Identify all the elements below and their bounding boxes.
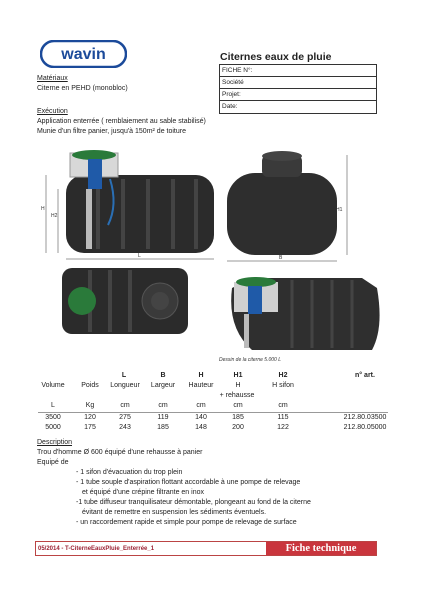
- spec-cell: 122: [277, 424, 289, 431]
- dim-h1: H1: [336, 207, 343, 213]
- spec-cell: 185: [232, 414, 244, 421]
- spec-unit: cm: [278, 402, 288, 409]
- execution-line: Munie d'un filtre panier, jusqu'à 150m² de toiture: [37, 128, 186, 135]
- description-item: - 1 tube souple d'aspiration flottant accordable à une pompe de relevage: [76, 479, 301, 486]
- spec-label: Hauteur: [188, 382, 214, 389]
- dim-h2: H2: [51, 213, 58, 219]
- execution-line: Application enterrée ( remblaiement au sable stabilisé): [37, 118, 206, 125]
- fiche-label: FICHE N°:: [222, 67, 253, 74]
- page-title: Citernes eaux de pluie: [220, 51, 332, 63]
- spec-label: H: [235, 382, 241, 389]
- dim-b: B: [279, 255, 283, 261]
- description-item: et équipé d'une crépine filtrante en inox: [82, 489, 204, 496]
- spec-letter-row: [30, 372, 390, 382]
- spec-label-row: [30, 382, 390, 392]
- spec-letter: L: [121, 372, 127, 379]
- description: [37, 438, 377, 528]
- materials-heading: Matériaux: [37, 75, 68, 82]
- fiche-label: Date:: [222, 103, 238, 110]
- tank-cutaway-view: [222, 268, 387, 356]
- dim-h: H: [41, 206, 45, 212]
- spec-data-row: [30, 414, 390, 424]
- spec-data-row: [30, 424, 390, 434]
- dim-l: L: [138, 253, 141, 259]
- spec-cell: 175: [84, 424, 96, 431]
- spec-unit: Kg: [85, 402, 95, 409]
- spec-letter: H2: [278, 372, 288, 379]
- description-item: évitant de remettre en suspension les sédiments éventuels.: [82, 509, 267, 516]
- spec-unit: cm: [196, 402, 206, 409]
- spec-cell: 275: [119, 414, 131, 421]
- fiche-label: Projet:: [222, 91, 241, 98]
- spec-table: [30, 372, 390, 434]
- tank-side-view: [38, 145, 218, 263]
- description-line: Equipé de: [37, 459, 69, 466]
- fiche-row[interactable]: [220, 65, 376, 77]
- spec-cell-art: 212.80.05000: [343, 424, 387, 431]
- spec-cell: 119: [157, 414, 169, 421]
- spec-cell: 115: [277, 414, 289, 421]
- spec-label: Volume: [41, 382, 65, 389]
- spec-label: Longueur: [110, 382, 140, 389]
- fiche-row[interactable]: [220, 77, 376, 89]
- footer-code: 05/2014 - T-CiterneEauxPluie_Enterrée_1: [38, 546, 155, 552]
- fiche-row[interactable]: [220, 89, 376, 101]
- spec-extra-row: [30, 392, 390, 402]
- description-heading: Description: [37, 439, 73, 446]
- fiche-technique-badge: Fiche technique: [266, 542, 376, 555]
- spec-unit: cm: [158, 402, 168, 409]
- footer: [35, 541, 377, 556]
- materials-text: Citerne en PEHD (monobloc): [37, 85, 128, 92]
- description-item: - 1 sifon d'évacuation du trop plein: [76, 469, 183, 476]
- spec-letter: H1: [233, 372, 243, 379]
- description-item: -1 tube diffuseur tranquilisateur démontable, plongeant au fond de la citerne: [76, 499, 311, 506]
- spec-h1-extra: + rehausse: [219, 392, 255, 399]
- tank-top-view: [60, 266, 190, 336]
- spec-unit: cm: [233, 402, 243, 409]
- spec-art-header: n° art.: [355, 372, 375, 379]
- spec-cell-art: 212.80.03500: [343, 414, 387, 421]
- spec-letter: B: [160, 372, 166, 379]
- figure-caption: Dessin de la citerne 5.000 L: [219, 357, 281, 363]
- spec-cell: 140: [195, 414, 207, 421]
- spec-unit: cm: [120, 402, 130, 409]
- spec-cell: 5000: [45, 424, 61, 431]
- spec-divider: [38, 412, 388, 413]
- description-item: - un raccordement rapide et simple pour pompe de relevage de surface: [76, 519, 297, 526]
- spec-label: H sifon: [272, 382, 294, 389]
- description-line: Trou d'homme Ø 600 équipé d'une rehausse à panier: [37, 449, 203, 456]
- spec-label: Poids: [81, 382, 99, 389]
- spec-cell: 120: [84, 414, 96, 421]
- fiche-row[interactable]: [220, 101, 376, 113]
- spec-cell: 3500: [45, 414, 61, 421]
- fiche-label: Société: [222, 79, 244, 86]
- fiche-table: [219, 64, 377, 114]
- spec-cell: 243: [119, 424, 131, 431]
- tank-front-view: [222, 145, 382, 263]
- spec-cell: 200: [232, 424, 244, 431]
- execution-heading: Exécution: [37, 108, 68, 115]
- spec-unit-row: [30, 402, 390, 412]
- logo-text: wavin: [61, 46, 106, 63]
- spec-unit: L: [51, 402, 55, 409]
- spec-cell: 148: [195, 424, 207, 431]
- wavin-logo: [40, 40, 127, 68]
- spec-cell: 185: [157, 424, 169, 431]
- spec-letter: H: [198, 372, 204, 379]
- spec-label: Largeur: [150, 382, 176, 389]
